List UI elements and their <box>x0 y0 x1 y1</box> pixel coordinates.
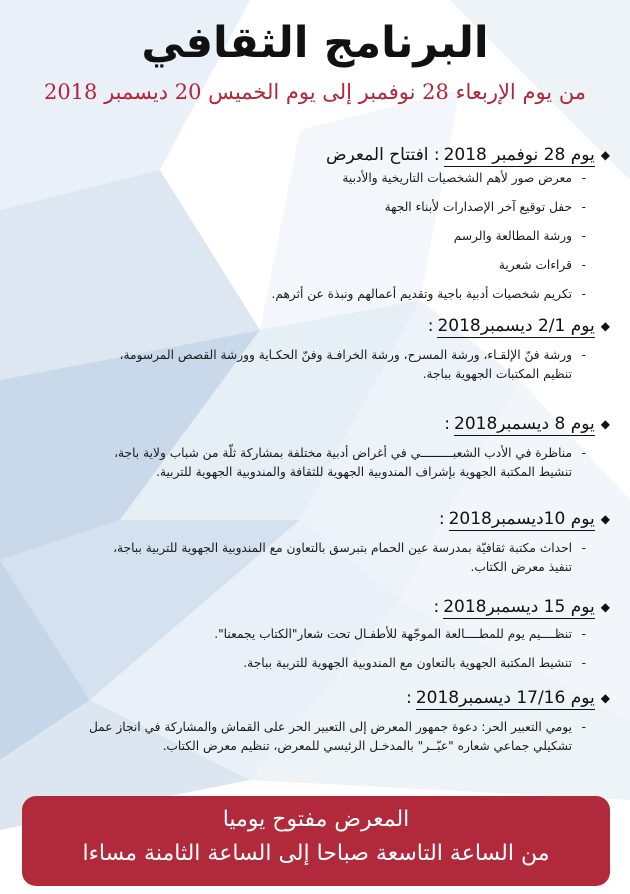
day-heading <box>20 509 610 529</box>
activity-list <box>20 718 610 756</box>
day-suffix: : <box>438 509 445 529</box>
day-suffix: : <box>444 414 450 434</box>
list-item-line: - ورشة فنّ الإلقـاء، ورشة المسرح، ورشة الخرافـة وفنّ الحكـاية وورشة القصص المرسومة، <box>119 348 572 362</box>
list-item: - ورشة المطالعة والرسم <box>20 227 586 246</box>
day-section <box>20 688 610 756</box>
list-item-line: - مناظرة في الأدب الشعبـــــــــي في أغراض أدبية مختلفة بمشاركة ثلّة من شباب ولاية باجة، <box>114 446 572 460</box>
day-section <box>20 597 610 683</box>
day-date: يوم 17/16 ديسمبر2018 <box>415 688 595 708</box>
diamond-icon: ◆ <box>600 691 610 705</box>
activity-list <box>20 625 610 673</box>
day-section <box>20 414 610 482</box>
day-heading <box>20 316 610 336</box>
list-item-line: تنشيط المكتبة الجهوية بإشراف المندوبية الجهوية للثقافة والمندوبية الجهوية للتربية. <box>156 465 572 479</box>
day-date: يوم 10ديسمبر2018 <box>448 509 595 529</box>
day-heading <box>20 414 610 434</box>
opening-hours-banner <box>22 796 610 886</box>
day-heading <box>20 145 610 165</box>
diamond-icon: ◆ <box>600 148 610 162</box>
day-suffix: : <box>433 597 440 617</box>
list-item-line: تنظيم المكتبات الجهوية بباجة. <box>422 367 572 381</box>
diamond-icon: ◆ <box>600 600 610 614</box>
list-item: - معرض صور لأهم الشخصيات التاريخية والأدبية <box>20 169 586 188</box>
list-item-line: - يومي التعبير الحر: دعوة جمهور المعرض إلى التعبير الحر على القماش والمشاركة في انجاز عمل <box>88 720 572 734</box>
day-date: يوم 15 ديسمبر2018 <box>443 597 595 617</box>
list-item-line: تشكيلي جماعي شعاره "عبّــر" بالمدخـل الرئيسي للمعرض، تنظيم معرض الكتاب. <box>162 739 572 753</box>
activity-list <box>20 169 610 304</box>
activity-list <box>20 444 610 482</box>
day-date: يوم 8 ديسمبر2018 <box>454 414 595 434</box>
banner-line-2: من الساعة التاسعة صباحا إلى الساعة الثامنة مساءا <box>82 841 550 866</box>
diamond-icon: ◆ <box>600 319 610 333</box>
day-suffix: : <box>406 688 412 708</box>
banner-line-1: المعرض مفتوح يوميا <box>222 807 410 832</box>
list-item-line: - احداث مكتبة ثقافيّة بمدرسة عين الحمام بتبرسق بالتعاون مع المندوبية الجهوية للتربية بباجة، <box>113 541 572 555</box>
diamond-icon: ◆ <box>600 417 610 431</box>
activity-list <box>20 346 610 384</box>
page-subtitle: من يوم الإربعاء 28 نوفمبر إلى يوم الخميس 20 ديسمبر 2018 <box>43 80 587 104</box>
activity-list <box>20 539 610 577</box>
day-suffix: : <box>427 316 434 336</box>
list-item: - تنظــــيم يوم للمطــــالعة الموجّهة للأطفـال تحت شعار"الكتاب يجمعنا". <box>20 625 586 644</box>
list-item: - قراءات شعرية <box>20 256 586 275</box>
day-heading <box>20 597 610 617</box>
list-item <box>20 718 586 756</box>
list-item: - تكريم شخصيات أدبية باجية وتقديم أعمالهم ونبذة عن أثرهم. <box>20 285 586 304</box>
day-date: يوم 2/1 ديسمبر2018 <box>437 316 595 336</box>
list-item: - حفل توقيع آخر الإصدارات لأبناء الجهة <box>20 198 586 217</box>
day-date: يوم 28 نوفمبر 2018 <box>443 145 595 165</box>
day-section <box>20 145 610 314</box>
list-item <box>20 444 586 482</box>
day-heading <box>20 688 610 708</box>
list-item: - تنشيط المكتبة الجهوية بالتعاون مع المندوبية الجهوية للتربية بباجة. <box>20 654 586 673</box>
day-suffix: : افتتاح المعرض <box>325 145 440 165</box>
list-item <box>20 346 586 384</box>
day-section <box>20 509 610 577</box>
list-item <box>20 539 586 577</box>
list-item-line: تنفيذ معرض الكتاب. <box>470 560 572 574</box>
page-title: البرنامج الثقافي <box>141 18 489 68</box>
diamond-icon: ◆ <box>600 512 610 526</box>
day-section <box>20 316 610 384</box>
